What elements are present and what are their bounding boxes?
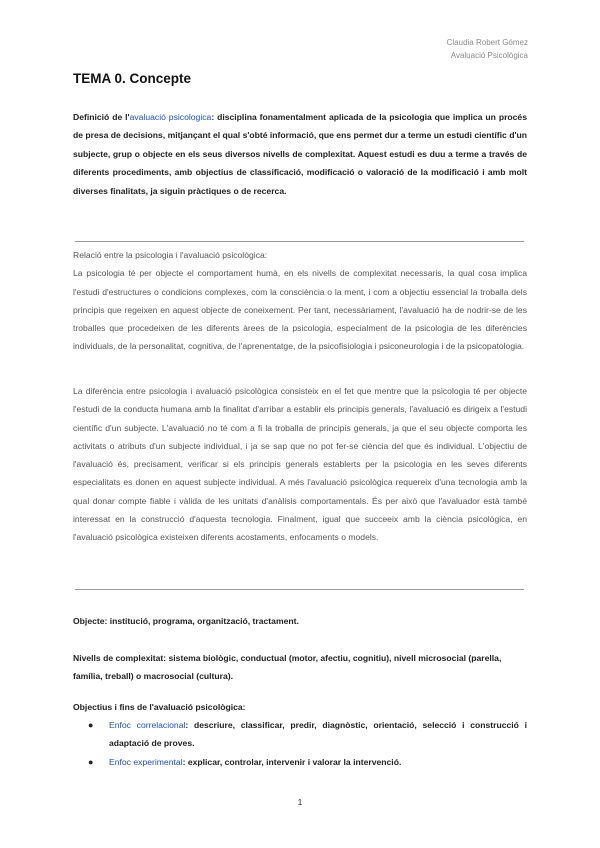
objective-link-experimental[interactable]: Enfoc experimental xyxy=(109,756,183,767)
header-subject: Avaluació Psicològica xyxy=(450,51,528,60)
definition-term-link[interactable]: avaluació psicologica xyxy=(129,112,212,122)
levels-paragraph: Nivells de complexitat: sistema biològic, conductual (motor, afectiu, cognitiu), nivell microsocial (parella, família, treball) o macrosocial (cultura). xyxy=(73,653,502,682)
object-paragraph: Objecte: institució, programa, organització, tractament. xyxy=(73,616,299,626)
relation-heading: Relació entre la psicologia i l'avaluació psicològica: xyxy=(73,250,268,260)
definition-text: : disciplina fonamentalment aplicada de la psicologia que implica un procés de presa de decisions, mitjançant el qual s'obté informació, que ens permet dur a terme un estudi científic d'un subjecte, grup o objecte en els seus diversos nivells de complexitat. Aquest estudi es duu a terme a través de diferents procediments, amb objectius de classificació, modificació o valoració de la modificació i amb molt diverses finalitats, ja siguin pràctiques o de recerca. xyxy=(73,112,527,196)
header-author: Claudia Robert Gómez xyxy=(446,38,528,47)
objective-text: : explicar, controlar, intervenir i valorar la intervenció. xyxy=(182,756,402,767)
objective-link-correlational[interactable]: Enfoc correlacional xyxy=(109,720,186,730)
bullet-icon: ● xyxy=(88,756,94,767)
relation-paragraph-1: La psicologia té per objecte el comportament humà, en els nivells de complexitat necessaris, la qual cosa implica l'estudi d'estructures o condicions complexes, com la consciència o la ment, i com a objectiu essencial la troballa dels principis que regeixen en aquest objecte de coneixement. Per tant, necessàriament, l'avaluació ha de nodrir-se de les troballes que procedeixen de les diferents àrees de la psicologia, especialment de la psicologia de les diferències individuals, de la personalitat, cognitiva, de l'aprenentatge, de la psicofisiologia i psiconeurologia i de la psicopatologia. xyxy=(73,268,527,352)
page-title: TEMA 0. Concepte xyxy=(73,71,192,86)
bullet-icon: ● xyxy=(88,720,94,730)
relation-paragraph-2: La diferència entre psicologia i avaluació psicològica consisteix en el fet que mentre que la psicologia té per objecte l'estudi de la conducta humana amb la finalitat d'arribar a establir els principis generals, l'avaluació es dirigeix a l'estudi científic d'un subjecte. L'avaluació no té com a fi la troballa de principis generals, ja que el seu objecte comporta les activitats o atributs d'un subjecte individual, i ja se sap que no pot fer-se ciència del que és individual. L'objectiu de l'avaluació és, precisament, verificar si els principis generals establerts per la psicologia en les seves diferents especialitats es donen en aquest subjecte individual. A més l'avaluació psicològica requereix d'una tecnologia amb la qual donar compte fiable i vàlida de les unitats d'anàlisis comportamentals. És per això que l'avaluador està també interessat en la construcció d'aquesta tecnologia. Finalment, igual que succeeix amb la ciència psicològica, en l'avaluació psicològica existeixen diferents acostaments, enfocaments o models. xyxy=(73,386,527,543)
objective-text: : descriure, classificar, predir, diagnòstic, orientació, selecció i construcció i adaptació de proves. xyxy=(109,720,527,749)
relation-section xyxy=(73,246,527,356)
list-item xyxy=(73,716,527,753)
definition-paragraph xyxy=(73,108,527,200)
objectives-list xyxy=(73,716,527,771)
divider xyxy=(75,241,524,242)
page-header xyxy=(447,36,528,62)
divider xyxy=(75,589,524,590)
list-item xyxy=(73,753,527,771)
definition-prefix: Definició de l' xyxy=(73,112,130,122)
page-number: 1 xyxy=(297,798,303,807)
objectives-heading: Objectius i fins de l'avaluació psicològica: xyxy=(73,702,246,712)
